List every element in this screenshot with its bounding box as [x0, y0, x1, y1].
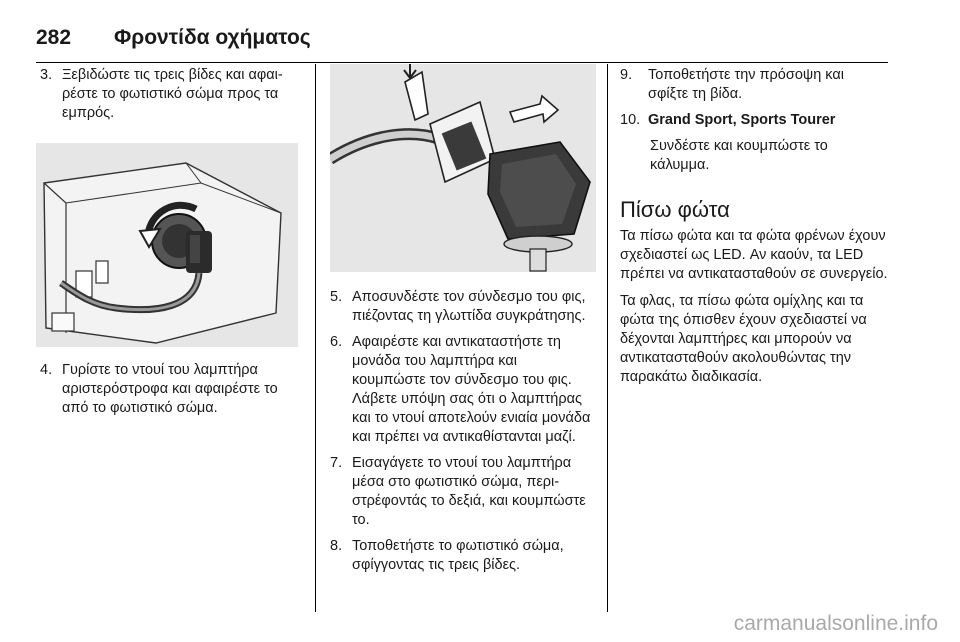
- step-9: [620, 66, 888, 104]
- step-6: [330, 333, 594, 447]
- header-rule: [36, 62, 888, 63]
- step-10: [620, 111, 888, 130]
- page-number: 282: [36, 26, 72, 49]
- step-number: 9.: [620, 67, 633, 83]
- watermark: carmanualsonline.info: [733, 612, 938, 635]
- step-text: Αποσυνδέστε τον σύνδεσμο του φις, πιέζοντας τη γλωττίδα συγκράτησης.: [352, 289, 586, 324]
- step-8: [330, 537, 594, 575]
- step-5: [330, 288, 594, 326]
- step-number: 4.: [40, 362, 53, 378]
- step-text: Ξεβιδώστε τις τρεις βίδες και αφαιρέστε το φωτιστικό σώμα προς τα εμπρός.: [62, 67, 283, 121]
- step-number: 10.: [620, 112, 641, 128]
- column-divider-2: [607, 64, 608, 612]
- step-text: Αφαιρέστε και αντικαταστήστε τη μονάδα του λαμπτήρα και κουμπώστε τον σύνδεσμο του φις. Λάβετε υπόψη σας ότι ο λαμπτήρας και το ντουί αποτελούν ενιαία μονάδα και πρέπει να αντικαθίστανται μαζί.: [352, 334, 591, 445]
- illustration-lamp-housing: [36, 143, 298, 347]
- section-title: Φροντίδα οχήματος: [114, 26, 311, 49]
- illustration-connector: [330, 64, 596, 272]
- paragraph-bulbs: Τα φλας, τα πίσω φώτα ομίχλης και τα φώτα της όπισθεν έχουν σχεδιαστεί να δέχονται λαμπτήρες και μπορούν να αντικατασταθούν ακολουθώντας την παρακάτω διαδικασία.: [620, 293, 867, 385]
- step-number: 6.: [330, 334, 343, 350]
- rear-lights-heading: Πίσω φώτα: [620, 197, 730, 222]
- paragraph-led: Τα πίσω φώτα και τα φώτα φρένων έχουν σχεδιαστεί ως LED. Αν καούν, τα LED πρέπει να αντικατασταθούν σε συνεργείο.: [620, 228, 888, 282]
- step-text: Τοποθετήστε την πρόσοψη και σφίξτε τη βίδα.: [648, 67, 844, 102]
- step-number: 5.: [330, 289, 343, 305]
- step-3: [40, 66, 300, 123]
- step-text: Εισαγάγετε το ντουί του λαμπτήρα μέσα στο φωτιστικό σώμα, περιστρέφοντάς το δεξιά, και κουμπώστε το.: [352, 455, 586, 528]
- step-number: 8.: [330, 538, 343, 554]
- step-text: Γυρίστε το ντουί του λαμπτήρα αριστερόστροφα και αφαιρέστε το από το φωτιστικό σώμα.: [62, 362, 278, 416]
- step-7: [330, 454, 594, 530]
- step-10-note: Συνδέστε και κουμπώστε το κάλυμμα.: [650, 138, 828, 173]
- column-3: [620, 66, 888, 395]
- page-header: [36, 18, 888, 52]
- step-text: Τοποθετήστε το φωτιστικό σώμα, σφίγγοντας τις τρεις βίδες.: [352, 538, 564, 573]
- column-1: [40, 66, 300, 425]
- column-divider-1: [315, 64, 316, 612]
- model-variants: Grand Sport, Sports Tourer: [648, 112, 836, 128]
- step-number: 7.: [330, 455, 343, 471]
- column-2: [330, 66, 594, 582]
- step-4: [40, 361, 300, 418]
- step-number: 3.: [40, 67, 53, 83]
